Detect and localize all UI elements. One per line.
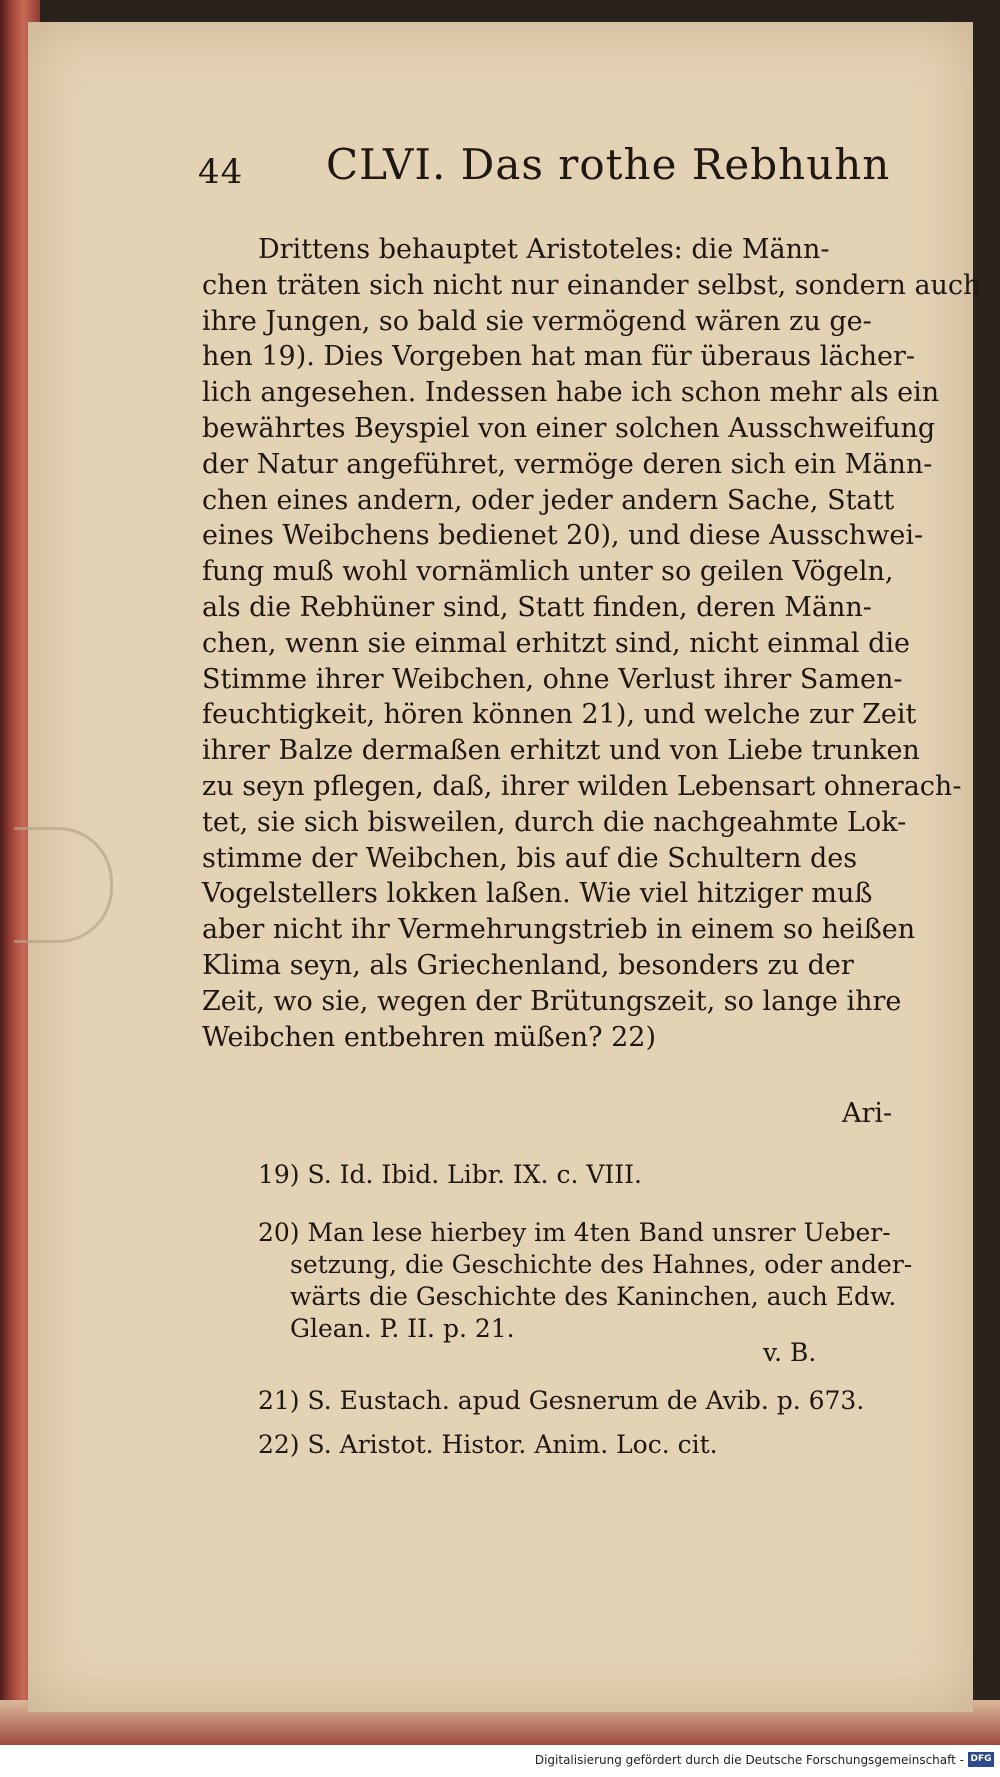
text-line: als die Rebhüner sind, Statt finden, deren Männ- [202, 591, 872, 623]
text-line: lich angesehen. Indessen habe ich schon mehr als ein [202, 377, 940, 409]
text-line: ihrer Balze dermaßen erhitzt und von Liebe trunken [202, 735, 920, 767]
text-line: aber nicht ihr Vermehrungstrieb in einem so heißen [202, 914, 916, 946]
text-line: Zeit, wo sie, wegen der Brütungszeit, so lange ihre [202, 985, 902, 1017]
footer-credit: Digitalisierung gefördert durch die Deutsche Forschungsgemeinschaft - [534, 1753, 964, 1767]
page-number: 44 [198, 152, 244, 192]
text-line: fung muß wohl vornämlich unter so geilen Vögeln, [202, 556, 894, 588]
text-line: hen 19). Dies Vorgeben hat man für überaus lächer- [202, 341, 915, 373]
text-line: Klima seyn, als Griechenland, besonders zu der [202, 949, 854, 981]
catchword: Ari- [842, 1098, 893, 1129]
text-line: der Natur angeführet, vermöge deren sich ein Männ- [202, 448, 933, 480]
text-line: Vogelstellers lokken laßen. Wie viel hitziger muß [202, 878, 873, 910]
footnote-20-signature: v. B. [763, 1338, 817, 1367]
text-line: Weibchen entbehren müßen? 22) [202, 1021, 656, 1053]
footnote-20-line: 20) Man lese hierbey im 4ten Band unsrer Ueber- [258, 1218, 891, 1247]
text-line: chen, wenn sie einmal erhitzt sind, nicht einmal die [202, 627, 910, 659]
body-text [202, 232, 981, 1055]
text-line: bewährtes Beyspiel von einer solchen Ausschweifung [202, 412, 936, 444]
dfg-logo: DFG [968, 1752, 994, 1767]
text-line: chen eines andern, oder jeder andern Sache, Statt [202, 484, 895, 516]
running-title: CLVI. Das rothe Rebhuhn [326, 140, 891, 189]
page-clip [14, 827, 113, 943]
digitization-footer [0, 1745, 1000, 1777]
footnote-21: 21) S. Eustach. apud Gesnerum de Avib. p. 673. [258, 1386, 865, 1415]
text-line: stimme der Weibchen, bis auf die Schultern des [202, 842, 858, 874]
text-line: ihre Jungen, so bald sie vermögend wären zu ge- [202, 305, 872, 337]
text-line: tet, sie sich bisweilen, durch die nachgeahmte Lok- [202, 806, 907, 838]
text-line: Stimme ihrer Weibchen, ohne Verlust ihrer Samen- [202, 663, 903, 695]
text-line: eines Weibchens bedienet 20), und diese Ausschwei- [202, 520, 924, 552]
text-line: feuchtigkeit, hören können 21), und welche zur Zeit [202, 699, 917, 731]
page-header [198, 140, 898, 210]
footnote-19: 19) S. Id. Ibid. Libr. IX. c. VIII. [258, 1160, 642, 1189]
footnote-20-line: setzung, die Geschichte des Hahnes, oder ander- [290, 1250, 913, 1279]
footnote-22: 22) S. Aristot. Histor. Anim. Loc. cit. [258, 1430, 718, 1459]
text-line: zu seyn pflegen, daß, ihrer wilden Lebensart ohnerach- [202, 770, 962, 802]
footnote-20-line: wärts die Geschichte des Kaninchen, auch Edw. [290, 1282, 897, 1311]
footnote-20-line: Glean. P. II. p. 21. [290, 1314, 515, 1343]
text-line: Drittens behauptet Aristoteles: die Männ- [258, 234, 830, 265]
text-line: chen träten sich nicht nur einander selbst, sondern auch [202, 269, 981, 301]
